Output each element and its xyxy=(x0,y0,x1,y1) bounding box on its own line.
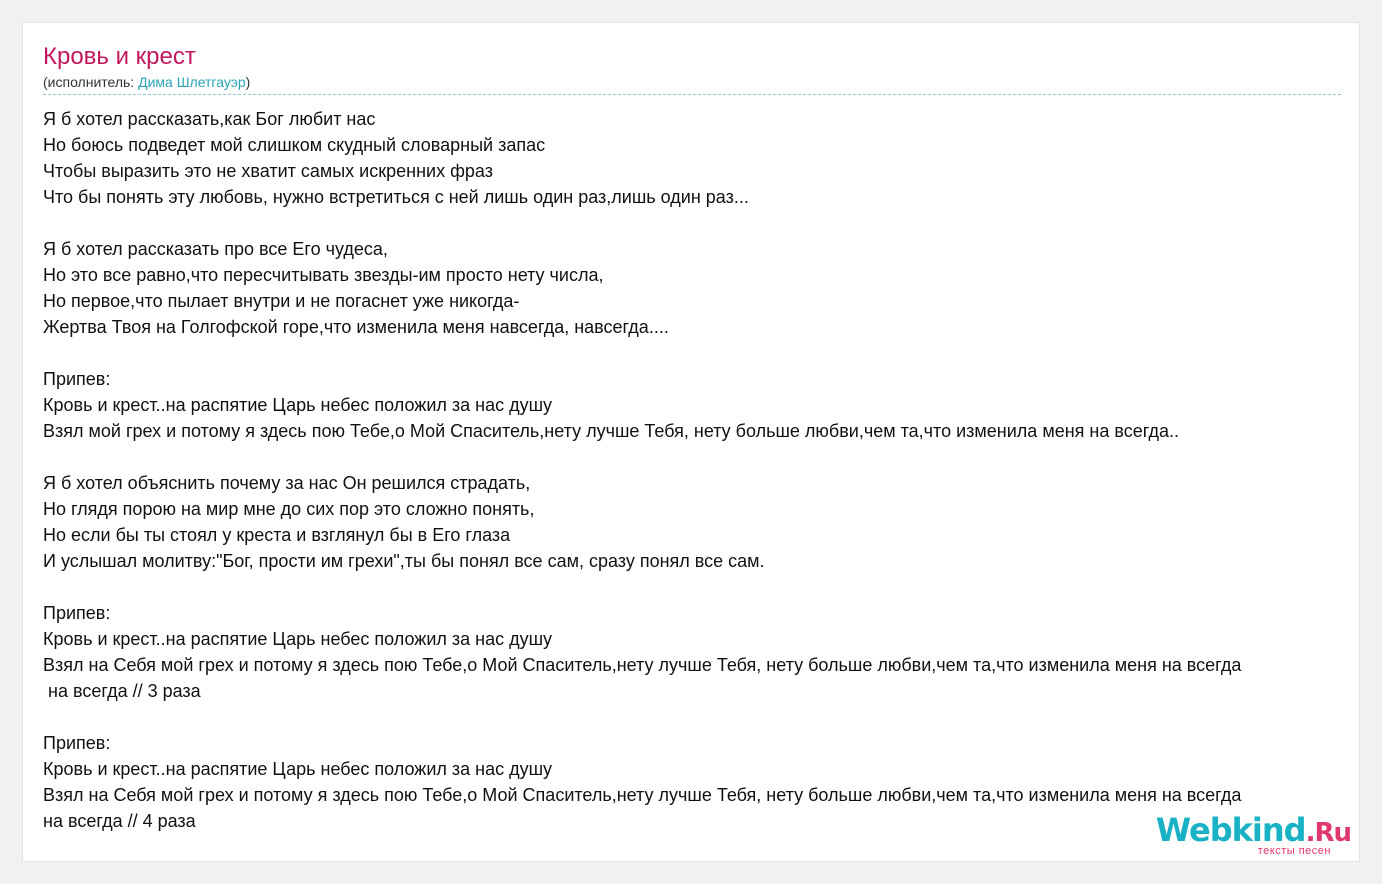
lyrics-text xyxy=(43,106,1360,834)
lyrics-blank-line xyxy=(43,574,1360,600)
logo-tagline: тексты песен xyxy=(1257,845,1331,857)
lyrics-blank-line xyxy=(43,340,1360,366)
logo-tld: .Ru xyxy=(1305,818,1351,848)
artist-line xyxy=(43,74,250,90)
lyrics-line: Припев: xyxy=(43,603,111,623)
lyrics-line: Кровь и крест..на распятие Царь небес положил за нас душу xyxy=(43,395,553,415)
lyrics-line: Взял на Себя мой грех и потому я здесь пою Тебе,о Мой Спаситель,нету лучше Тебя, нету больше любви,чем та,что изменила меня на всегда xyxy=(43,785,1242,805)
lyrics-page xyxy=(22,22,1360,862)
lyrics-line: Я б хотел рассказать,как Бог любит нас xyxy=(43,109,376,129)
lyrics-line: Кровь и крест..на распятие Царь небес положил за нас душу xyxy=(43,759,553,779)
lyrics-line: Но глядя порою на мир мне до сих пор это сложно понять, xyxy=(43,499,535,519)
lyrics-blank-line xyxy=(43,210,1360,236)
lyrics-line: Я б хотел рассказать про все Его чудеса, xyxy=(43,239,388,259)
lyrics-line: Припев: xyxy=(43,369,111,389)
lyrics-line: Чтобы выразить это не хватит самых искренних фраз xyxy=(43,161,493,181)
logo-brand: Webkind xyxy=(1155,811,1306,849)
site-logo[interactable] xyxy=(1155,811,1351,857)
lyrics-line: Кровь и крест..на распятие Царь небес положил за нас душу xyxy=(43,629,553,649)
lyrics-line: на всегда // 4 раза xyxy=(43,811,196,831)
lyrics-line: Жертва Твоя на Голгофской горе,что изменила меня навсегда, навсегда.... xyxy=(43,317,669,337)
lyrics-line: Взял мой грех и потому я здесь пою Тебе,о Мой Спаситель,нету лучше Тебя, нету больше любви,чем та,что изменила меня на всегда.. xyxy=(43,421,1179,441)
lyrics-line: Но боюсь подведет мой слишком скудный словарный запас xyxy=(43,135,546,155)
lyrics-line: Но первое,что пылает внутри и не погаснет уже никогда- xyxy=(43,291,520,311)
artist-prefix: (исполнитель: xyxy=(43,74,139,90)
artist-link[interactable]: Дима Шлетгауэр xyxy=(138,74,246,90)
header-divider xyxy=(43,94,1341,95)
lyrics-line: Что бы понять эту любовь, нужно встретиться с ней лишь один раз,лишь один раз... xyxy=(43,187,749,207)
lyrics-line: Припев: xyxy=(43,733,111,753)
lyrics-blank-line xyxy=(43,704,1360,730)
lyrics-blank-line xyxy=(43,444,1360,470)
logo-wordmark xyxy=(1155,811,1351,849)
lyrics-line: на всегда // 3 раза xyxy=(43,681,201,701)
lyrics-line: Я б хотел объяснить почему за нас Он решился страдать, xyxy=(43,473,531,493)
lyrics-line: Но если бы ты стоял у креста и взглянул бы в Его глаза xyxy=(43,525,511,545)
lyrics-line: И услышал молитву:"Бог, прости им грехи",ты бы понял все сам, сразу понял все сам. xyxy=(43,551,765,571)
lyrics-line: Взял на Себя мой грех и потому я здесь пою Тебе,о Мой Спаситель,нету лучше Тебя, нету больше любви,чем та,что изменила меня на всегда xyxy=(43,655,1242,675)
artist-suffix: ) xyxy=(245,74,251,90)
song-title: Кровь и крест xyxy=(43,43,196,70)
lyrics-line: Но это все равно,что пересчитывать звезды-им просто нету числа, xyxy=(43,265,604,285)
